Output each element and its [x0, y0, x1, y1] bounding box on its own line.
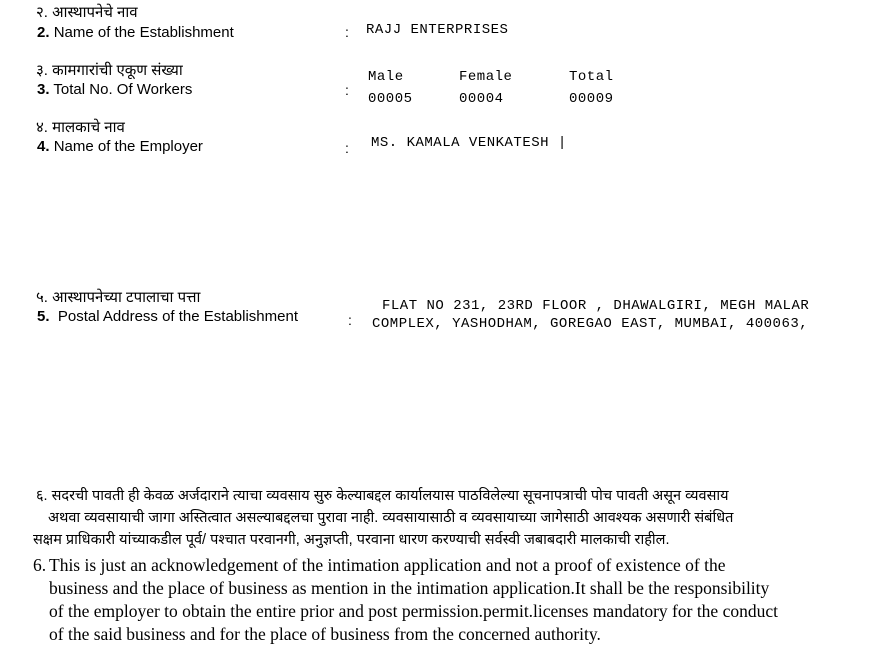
- field-3-colon: :: [345, 82, 349, 98]
- field-3-label: [37, 81, 192, 98]
- field-4-label: [37, 138, 203, 155]
- workers-total-value: 00009: [569, 91, 614, 107]
- note-english-line-2: business and the place of business as mention in the intimation application.It shall be the responsibility: [49, 578, 770, 598]
- workers-female-header: Female: [459, 69, 513, 85]
- field-5-label-text: Postal Address of the Establishment: [57, 308, 298, 325]
- workers-female-value: 00004: [459, 91, 504, 107]
- workers-male-header: Male: [368, 69, 404, 85]
- postal-address-line-1: FLAT NO 231, 23RD FLOOR , DHAWALGIRI, MEGH MALAR: [382, 298, 810, 314]
- field-5-number: 5.: [37, 308, 50, 325]
- workers-total-header: Total: [569, 69, 614, 85]
- field-5-marathi-label: ५. आस्थापनेच्या टपालाचा पत्ता: [36, 289, 201, 306]
- note-marathi-line-1: ६. सदरची पावती ही केवळ अर्जदाराने त्याचा व्यवसाय सुरु केल्याबद्दल कार्यालयास पाठविलेल्या सूचनापत्राची पोच पावती असून व्यवसाय: [36, 488, 729, 504]
- field-2-marathi-label: २. आस्थापनेचे नाव: [36, 4, 138, 21]
- employer-name-value: MS. KAMALA VENKATESH |: [371, 135, 567, 151]
- note-english-line-4: of the said business and for the place of business from the concerned authority.: [49, 624, 601, 644]
- note-english-line-3: of the employer to obtain the entire prior and post permission.permit.licenses mandatory for the conduct: [49, 601, 778, 621]
- establishment-name-value: RAJJ ENTERPRISES: [366, 22, 509, 38]
- field-2-label: [37, 24, 234, 41]
- field-4-marathi-label: ४. मालकाचे नाव: [36, 119, 125, 136]
- postal-address-line-2: COMPLEX, YASHODHAM, GOREGAO EAST, MUMBAI, 400063,: [372, 316, 809, 332]
- field-5-label: [37, 308, 298, 325]
- field-2-label-text: Name of the Establishment: [53, 24, 234, 41]
- field-4-number: 4.: [37, 138, 50, 155]
- note-number: 6.: [33, 555, 47, 575]
- field-4-label-text: Name of the Employer: [53, 138, 203, 155]
- field-3-marathi-label: ३. कामगारांची एकूण संख्या: [36, 62, 183, 79]
- workers-male-value: 00005: [368, 91, 413, 107]
- field-3-label-text: Total No. Of Workers: [53, 81, 193, 98]
- field-5-colon: :: [348, 312, 352, 328]
- note-marathi-line-3: सक्षम प्राधिकारी यांच्याकडील पूर्व/ पश्चात परवानगी, अनुज्ञप्ती, परवाना धारण करण्याची सर्वस्वी जबाबदारी मालकाची राहील.: [33, 532, 670, 548]
- field-2-colon: :: [345, 24, 349, 40]
- note-english-line-1: This is just an acknowledgement of the intimation application and not a proof of existence of the: [49, 555, 726, 575]
- note-marathi-line-2: अथवा व्यवसायाची जागा अस्तित्वात असल्याबद्दलचा पुरावा नाही. व्यवसायासाठी व व्यवसायाच्या जागेसाठी आवश्यक असणारी संबंधित: [48, 510, 734, 526]
- field-2-number: 2.: [37, 24, 50, 41]
- field-4-colon: :: [345, 140, 349, 156]
- field-3-number: 3.: [37, 81, 50, 98]
